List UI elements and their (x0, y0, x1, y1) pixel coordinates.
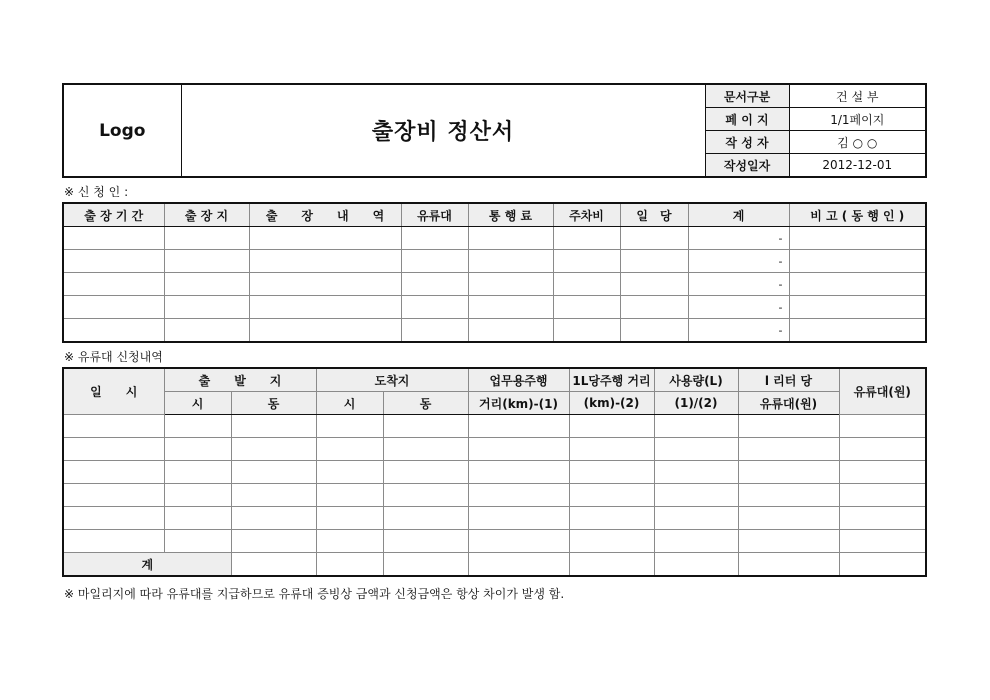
table-row (63, 438, 926, 461)
fuel-note: ※ 유류대 신청내역 (64, 350, 163, 364)
cell-remarks[interactable] (789, 319, 926, 343)
cell[interactable] (839, 461, 926, 484)
col-cost-per-liter-unit: 유류대(원) (738, 392, 839, 415)
col-usage-formula: (1)/(2) (654, 392, 738, 415)
cell-remarks[interactable] (789, 227, 926, 250)
cell[interactable] (569, 415, 654, 438)
table-row (63, 415, 926, 438)
cell[interactable] (839, 484, 926, 507)
table-row (63, 530, 926, 553)
applicant-note: ※ 신 청 인 : (64, 185, 129, 199)
cell-total: - (688, 250, 789, 273)
cell-remarks[interactable] (789, 273, 926, 296)
table-row (63, 273, 926, 296)
col-business-distance-unit: 거리(km)-(1) (468, 392, 569, 415)
table-row (63, 461, 926, 484)
cell[interactable] (468, 415, 569, 438)
expense-header-row (63, 203, 926, 227)
cell[interactable] (231, 415, 316, 438)
cell-trip-details[interactable] (249, 250, 401, 273)
cell-remarks[interactable] (789, 250, 926, 273)
cell[interactable] (63, 484, 164, 507)
meta-value-date[interactable]: 2012-12-01 (789, 154, 926, 178)
cell[interactable] (654, 438, 738, 461)
meta-key-doc-type: 문서구분 (705, 84, 789, 108)
meta-value-doc-type[interactable]: 건 설 부 (789, 84, 926, 108)
cell[interactable] (738, 530, 839, 553)
cell[interactable] (164, 507, 231, 530)
col-toll: 통 행 료 (468, 203, 553, 227)
cell[interactable] (468, 484, 569, 507)
cell[interactable] (316, 484, 383, 507)
cell[interactable] (839, 530, 926, 553)
cell[interactable] (738, 507, 839, 530)
cell-trip-location[interactable] (164, 227, 249, 250)
table-row (63, 227, 926, 250)
cell[interactable] (839, 553, 926, 577)
col-arrival-city: 시 (316, 392, 383, 415)
cell[interactable] (654, 415, 738, 438)
cell-total: - (688, 319, 789, 343)
cell[interactable] (468, 553, 569, 577)
cell-parking[interactable] (553, 273, 620, 296)
cell-toll[interactable] (468, 250, 553, 273)
table-row (63, 296, 926, 319)
cell-daily[interactable] (620, 319, 688, 343)
cell-trip-details[interactable] (249, 273, 401, 296)
cell-daily[interactable] (620, 273, 688, 296)
fuel-table (62, 367, 927, 577)
meta-key-date: 작성일자 (705, 154, 789, 178)
cell[interactable] (383, 438, 468, 461)
cell-total: - (688, 273, 789, 296)
col-departure-dong: 동 (231, 392, 316, 415)
cell[interactable] (468, 530, 569, 553)
cell[interactable] (569, 438, 654, 461)
cell-parking[interactable] (553, 250, 620, 273)
cell-daily[interactable] (620, 296, 688, 319)
cell-trip-period[interactable] (63, 227, 164, 250)
cell[interactable] (316, 507, 383, 530)
cell[interactable] (383, 415, 468, 438)
cell[interactable] (839, 438, 926, 461)
col-fuel: 유류대 (401, 203, 468, 227)
cell-total: - (688, 227, 789, 250)
col-trip-details: 출 장 내 역 (249, 203, 401, 227)
cell-fuel[interactable] (401, 319, 468, 343)
col-cost-per-liter: l 리터 당 (738, 368, 839, 392)
document-title: 출장비 정산서 (181, 84, 705, 177)
table-row (63, 319, 926, 343)
cell[interactable] (231, 530, 316, 553)
cell[interactable] (316, 553, 383, 577)
cell[interactable] (316, 438, 383, 461)
cell[interactable] (738, 461, 839, 484)
cell[interactable] (63, 415, 164, 438)
cell[interactable] (569, 507, 654, 530)
cell[interactable] (164, 484, 231, 507)
cell-trip-details[interactable] (249, 319, 401, 343)
fuel-header-row-1 (63, 368, 926, 392)
cell-parking[interactable] (553, 319, 620, 343)
cell-trip-location[interactable] (164, 273, 249, 296)
cell[interactable] (63, 438, 164, 461)
cell[interactable] (383, 553, 468, 577)
meta-key-author: 작 성 자 (705, 131, 789, 154)
cell[interactable] (231, 461, 316, 484)
cell[interactable] (654, 461, 738, 484)
table-row (63, 250, 926, 273)
cell[interactable] (63, 507, 164, 530)
cell[interactable] (316, 415, 383, 438)
cell[interactable] (63, 530, 164, 553)
cell[interactable] (316, 530, 383, 553)
col-trip-location: 출 장 지 (164, 203, 249, 227)
cell-trip-details[interactable] (249, 296, 401, 319)
cell[interactable] (383, 507, 468, 530)
col-date: 일 시 (63, 368, 164, 415)
cell[interactable] (654, 507, 738, 530)
cell-toll[interactable] (468, 296, 553, 319)
cell[interactable] (569, 530, 654, 553)
col-trip-period: 출 장 기 간 (63, 203, 164, 227)
cell-trip-period[interactable] (63, 250, 164, 273)
total-label: 계 (63, 553, 231, 577)
expense-table (62, 202, 927, 343)
cell-toll[interactable] (468, 227, 553, 250)
col-departure-city: 시 (164, 392, 231, 415)
total-row (63, 553, 926, 577)
col-total: 계 (688, 203, 789, 227)
col-business-distance: 업무용주행 (468, 368, 569, 392)
cell[interactable] (316, 461, 383, 484)
col-remarks: 비 고 ( 동 행 인 ) (789, 203, 926, 227)
cell[interactable] (383, 530, 468, 553)
meta-key-page: 페 이 지 (705, 108, 789, 131)
col-usage: 사용량(L) (654, 368, 738, 392)
cell-trip-period[interactable] (63, 273, 164, 296)
cell[interactable] (468, 507, 569, 530)
col-daily: 일 당 (620, 203, 688, 227)
cell[interactable] (164, 415, 231, 438)
cell[interactable] (231, 553, 316, 577)
col-parking: 주차비 (553, 203, 620, 227)
table-row (63, 484, 926, 507)
cell-fuel[interactable] (401, 227, 468, 250)
meta-value-page[interactable]: 1/1페이지 (789, 108, 926, 131)
document-header (62, 83, 927, 178)
cell-remarks[interactable] (789, 296, 926, 319)
cell[interactable] (738, 553, 839, 577)
cell-trip-period[interactable] (63, 319, 164, 343)
cell[interactable] (654, 553, 738, 577)
cell[interactable] (383, 461, 468, 484)
cell[interactable] (231, 507, 316, 530)
fuel-header-row-2 (63, 392, 926, 415)
col-km-per-liter-unit: (km)-(2) (569, 392, 654, 415)
cell-daily[interactable] (620, 250, 688, 273)
cell[interactable] (383, 484, 468, 507)
col-km-per-liter: 1L당주행 거리 (569, 368, 654, 392)
cell[interactable] (468, 461, 569, 484)
cell-trip-location[interactable] (164, 296, 249, 319)
cell[interactable] (164, 530, 231, 553)
col-arrival-dong: 동 (383, 392, 468, 415)
cell[interactable] (164, 438, 231, 461)
cell-fuel[interactable] (401, 273, 468, 296)
cell[interactable] (231, 484, 316, 507)
cell[interactable] (839, 415, 926, 438)
cell-fuel[interactable] (401, 250, 468, 273)
col-fuel-cost: 유류대(원) (839, 368, 926, 415)
cell-trip-details[interactable] (249, 227, 401, 250)
cell-parking[interactable] (553, 296, 620, 319)
cell-trip-location[interactable] (164, 319, 249, 343)
cell[interactable] (654, 530, 738, 553)
cell-toll[interactable] (468, 273, 553, 296)
cell-total: - (688, 296, 789, 319)
cell[interactable] (569, 553, 654, 577)
col-departure: 출 발 지 (164, 368, 316, 392)
cell-trip-period[interactable] (63, 296, 164, 319)
table-row (63, 507, 926, 530)
cell[interactable] (63, 461, 164, 484)
cell-fuel[interactable] (401, 296, 468, 319)
col-arrival: 도착지 (316, 368, 468, 392)
cell[interactable] (654, 484, 738, 507)
cell[interactable] (738, 438, 839, 461)
cell[interactable] (231, 438, 316, 461)
cell[interactable] (569, 461, 654, 484)
cell[interactable] (738, 415, 839, 438)
cell[interactable] (468, 438, 569, 461)
meta-value-author[interactable]: 김 ○ ○ (789, 131, 926, 154)
logo: Logo (63, 84, 181, 177)
cell[interactable] (164, 461, 231, 484)
cell[interactable] (569, 484, 654, 507)
cell-parking[interactable] (553, 227, 620, 250)
cell-trip-location[interactable] (164, 250, 249, 273)
footer-note: ※ 마일리지에 따라 유류대를 지급하므로 유류대 증빙상 금액과 신청금액은 항상 차이가 발생 함. (64, 587, 565, 601)
cell-toll[interactable] (468, 319, 553, 343)
cell[interactable] (738, 484, 839, 507)
cell[interactable] (839, 507, 926, 530)
cell-daily[interactable] (620, 227, 688, 250)
